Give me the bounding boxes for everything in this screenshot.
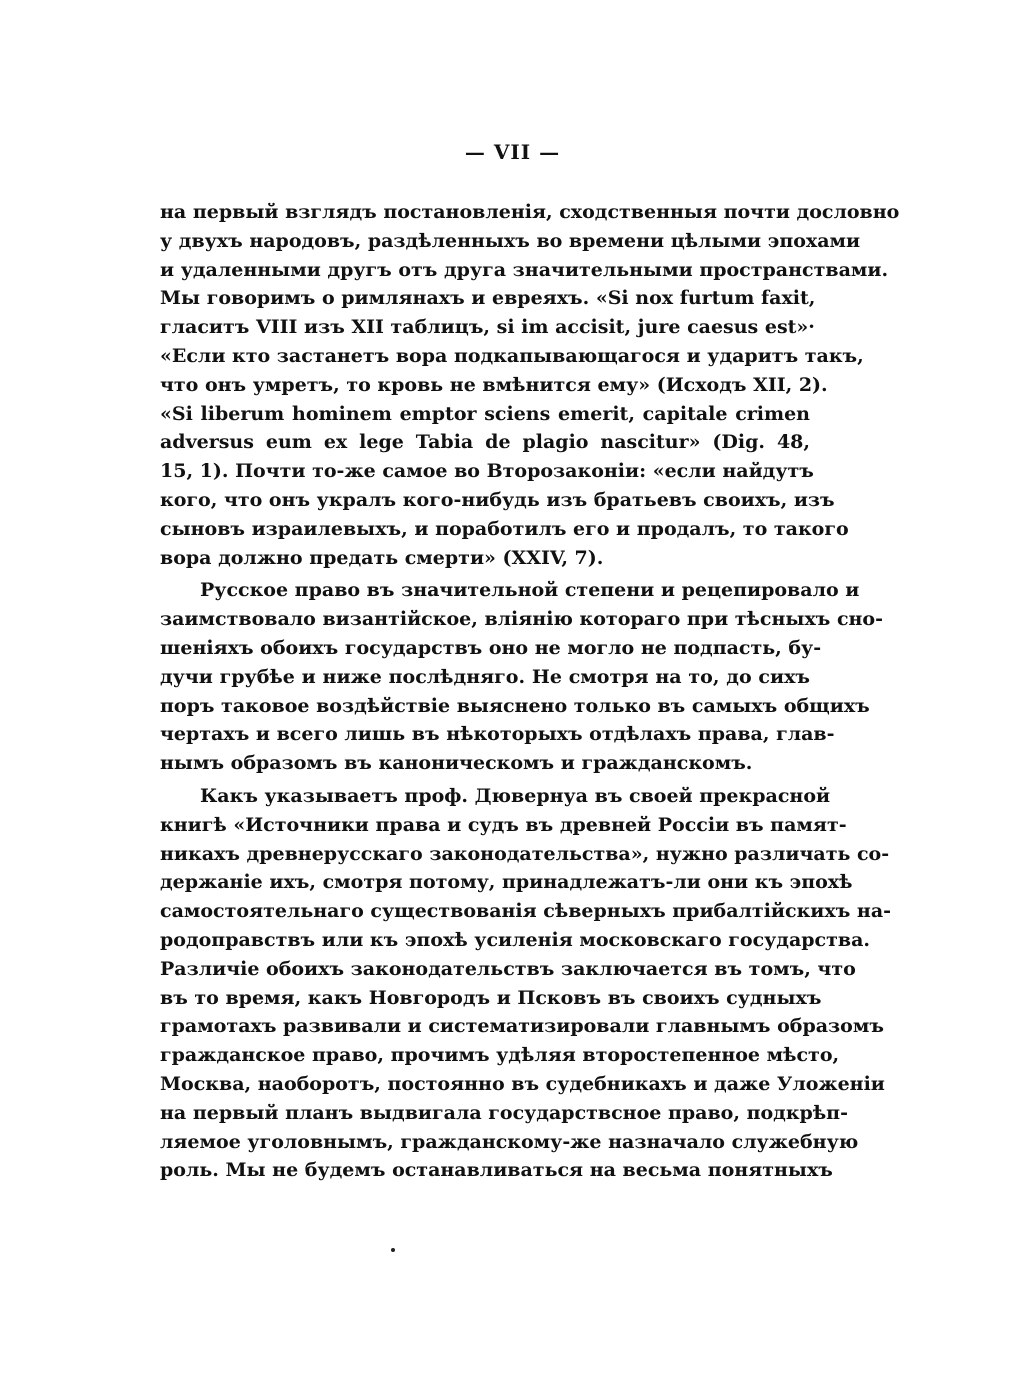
text-line: книгѣ «Источники права и судъ въ древней Россіи въ памят-: [160, 813, 847, 836]
text-line: что онъ умретъ, то кровь не вмѣнится ему» (Исходъ XII, 2).: [160, 373, 828, 396]
paragraph-3: [160, 782, 892, 1185]
page-number-header: — VII —: [464, 140, 561, 164]
text-line: Москва, наоборотъ, постоянно въ судебникахъ и даже Уложеніи: [160, 1072, 885, 1095]
text-line: у двухъ народовъ, раздѣленныхъ во времени цѣлыми эпохами: [160, 229, 861, 252]
text-line: поръ таковое воздѣйствіе выяснено только въ самыхъ общихъ: [160, 694, 870, 717]
text-line: кого, что онъ укралъ кого-нибудь изъ братьевъ своихъ, изъ: [160, 488, 835, 511]
paragraph-2: [160, 576, 883, 778]
text-line: на первый планъ выдвигала государствсное право, подкрѣп-: [160, 1101, 848, 1124]
text-line: нымъ образомъ въ каноническомъ и гражданскомъ.: [160, 752, 753, 775]
text-line: въ то время, какъ Новгородъ и Псковъ въ своихъ судныхъ: [160, 986, 822, 1009]
text-line: держаніе ихъ, смотря потому, принадлежатъ-ли они къ эпохѣ: [160, 871, 853, 894]
text-line: 15, 1). Почти то-же самое во Второзаконіи: «если найдутъ: [160, 460, 814, 483]
text-line: самостоятельнаго существованія сѣверныхъ прибалтійскихъ на-: [160, 900, 892, 923]
text-line: чертахъ и всего лишь въ нѣкоторыхъ отдѣлахъ права, глав-: [160, 723, 835, 746]
body-text: [160, 198, 900, 1185]
text-line: Какъ указываетъ проф. Дювернуа въ своей прекрасной: [200, 784, 831, 807]
text-line: «Если кто застанетъ вора подкапывающагося и ударитъ такъ,: [160, 344, 864, 367]
text-line: дучи грубѣе и ниже послѣдняго. Не смотря на то, до сихъ: [160, 665, 810, 688]
text-line: родоправствъ или къ эпохѣ усиленія московскаго государства.: [160, 928, 871, 951]
text-line: гражданское право, прочимъ удѣляя второстепенное мѣсто,: [160, 1044, 840, 1067]
text-line: Различіе обоихъ законодательствъ заключается въ томъ, что: [160, 957, 856, 980]
ink-speck: [391, 1248, 395, 1252]
text-line: «Si liberum hominem emptor sciens emerit, capitale crimen: [160, 402, 810, 425]
text-line: никахъ древнерусскаго законодательства», нужно различать со-: [160, 842, 890, 865]
text-line: Русское право въ значительной степени и рецепировало и: [200, 579, 860, 602]
text-line: грамотахъ развивали и систематизировали главнымъ образомъ: [160, 1015, 884, 1038]
text-line: роль. Мы не будемъ останавливаться на весьма понятныхъ: [160, 1159, 833, 1182]
text-line: шеніяхъ обоихъ государствъ оно не могло не подпасть, бу-: [160, 636, 822, 659]
paragraph-1: [160, 198, 900, 572]
text-line: adversus eum ex lege Tabia de plagio nascitur» (Dig. 48,: [160, 431, 810, 454]
text-line: Мы говоримъ о римлянахъ и евреяхъ. «Si nox furtum faxit,: [160, 287, 816, 310]
text-line: вора должно предать смерти» (XXIV, 7).: [160, 546, 604, 569]
text-line: гласитъ VIII изъ XII таблицъ, si im accisit, jure caesus est»·: [160, 316, 815, 339]
text-line: сыновъ израилевыхъ, и поработилъ его и продалъ, то такого: [160, 517, 849, 540]
text-line: и удаленными другъ отъ друга значительными пространствами.: [160, 258, 889, 281]
text-line: заимствовало византійское, вліянію котораго при тѣсныхъ сно-: [160, 608, 883, 631]
text-line: ляемое уголовнымъ, гражданскому-же назначало служебную: [160, 1130, 859, 1153]
text-line: на первый взглядъ постановленія, сходственныя почти дословно: [160, 201, 900, 223]
